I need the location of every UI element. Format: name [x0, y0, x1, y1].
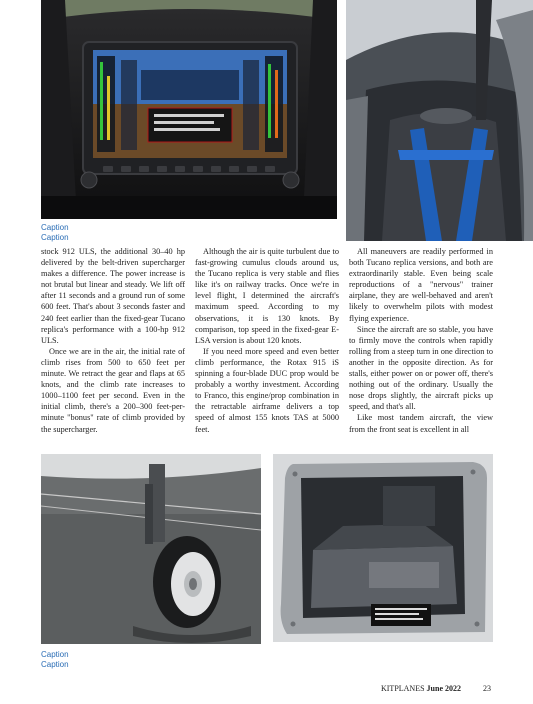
page-number: 23: [483, 684, 491, 693]
paragraph: Once we are in the air, the initial rate of climb rises from 500 to 650 feet per minute. We retract the gear and flaps at 65 knots, and the climb rate increases to 1000–1100 feet per second. Even in the initial climb, there's a 200–300 feet-per-minute "bonus" rate of climb provided by the supercharger.: [41, 346, 185, 434]
cockpit-seat-photo: [346, 0, 533, 241]
issue-date: June 2022: [426, 684, 461, 693]
caption-line: Caption: [41, 660, 69, 669]
paragraph: Like most tandem aircraft, the view from the front seat is excellent in all: [349, 413, 493, 434]
caption-line: Caption: [41, 233, 69, 242]
top-photo-caption: [41, 223, 69, 243]
paragraph: stock 912 ULS, the additional 30–40 hp delivered by the belt-driven supercharger makes a difference. The power increase is not brutal but linear and steady. We lift off after 11 seconds and a ground run of some 600 feet. That's about 3 seconds faster and 240 feet earlier than the fixed-gear Tucano replica's performance with a 100-hp 912 ULS.: [41, 247, 185, 345]
paragraph: Since the aircraft are so stable, you have to firmly move the controls when rapidly rolling from a steep turn in one direction to another in the opposite direction. As for stalls, either power on or power off, there's nothing out of the ordinary. Usually the nose drops slightly, the aircraft picks up speed, and that's all.: [349, 324, 493, 412]
paragraph: All maneuvers are readily performed in both Tucano replica versions, and both are extraordinarily stable. Even being scale reproductions of a "nervous" trainer airplane, they are well-behaved and aren't likely to overwhelm pilots with modest flying experience.: [349, 247, 493, 323]
article-column-1: [41, 246, 185, 435]
baggage-compartment-photo: [273, 454, 493, 642]
caption-line: Caption: [41, 650, 69, 659]
magazine-name: KITPLANES: [380, 684, 425, 693]
article-column-2: [195, 246, 339, 435]
page-footer: [381, 684, 491, 693]
landing-gear-photo: [41, 454, 261, 644]
paragraph: Although the air is quite turbulent due to fast-growing cumulus clouds around us, the Tucano replica is very stable and flies like it's on railway tracks. Once we're in level flight, I determined the aircraft's maximum speed. According to my observations, it is 130 knots. By comparison, top speed in the fixed-gear E-LSA version is about 120 knots.: [195, 247, 339, 345]
bottom-photo-caption: [41, 650, 69, 670]
paragraph: If you need more speed and even better climb performance, the Rotax 915 iS spinning a four-blade DUC prop would be probably a worthy investment. According to Franco, this engine/prop combination in the retractable airframe delivers a top speed of almost 155 knots TAS at 5000 feet.: [195, 346, 339, 434]
cockpit-panel-photo: [41, 0, 337, 219]
article-column-3: [349, 246, 493, 435]
caption-line: Caption: [41, 223, 69, 232]
